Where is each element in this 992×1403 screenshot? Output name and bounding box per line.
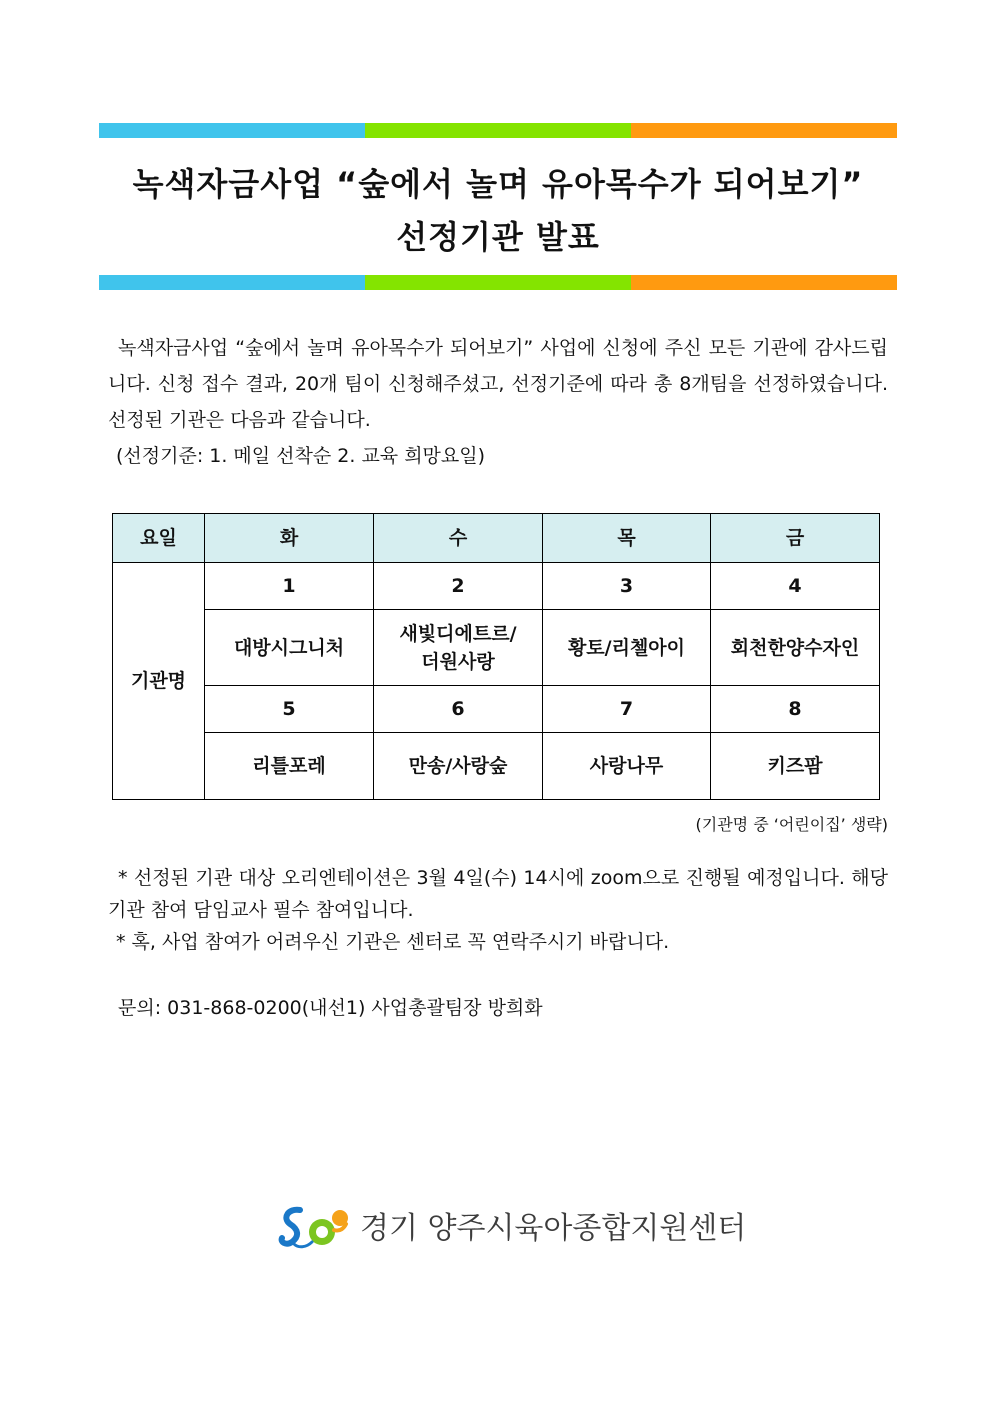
center-logo-icon <box>278 1198 358 1252</box>
institution-name: 리틀포레 <box>205 733 374 800</box>
institution-name: 사랑나무 <box>543 733 711 800</box>
table-row <box>113 610 880 686</box>
table-header-row <box>113 514 880 563</box>
bar-segment-orange <box>631 123 897 138</box>
header-cell-thu: 목 <box>543 514 711 563</box>
institution-name: 키즈팜 <box>711 733 880 800</box>
selection-table <box>112 513 880 800</box>
table-note: (기관명 중 ‘어린이집’ 생략) <box>695 815 888 834</box>
page-title: 녹색자금사업 “숲에서 놀며 유아목수가 되어보기” <box>132 165 864 203</box>
header-cell-fri: 금 <box>711 514 880 563</box>
bar-segment-green <box>365 123 631 138</box>
table-row <box>113 733 880 800</box>
header-cell-day: 요일 <box>113 514 205 563</box>
contact-info: 문의: 031-868-0200(내선1) 사업총괄팀장 방희화 <box>118 997 543 1019</box>
orientation-notice: * 선정된 기관 대상 오리엔테이션은 3월 4일(수) 14시에 zoom으로 진행될 예정입니다. 해당 기관 참여 담임교사 필수 참여입니다. <box>108 867 888 921</box>
bar-segment-green <box>365 275 631 290</box>
team-number: 3 <box>543 563 711 610</box>
team-number: 7 <box>543 686 711 733</box>
team-number: 1 <box>205 563 374 610</box>
contact-request-notice: * 혹, 사업 참여가 어려우신 기관은 센터로 꼭 연락주시기 바랍니다. <box>116 931 670 953</box>
row-label-institution: 기관명 <box>113 563 205 800</box>
table-row <box>113 686 880 733</box>
table-row <box>113 563 880 610</box>
header-cell-wed: 수 <box>374 514 543 563</box>
team-number: 4 <box>711 563 880 610</box>
institution-name: 대방시그니처 <box>205 610 374 686</box>
institution-name: 새빛디에트르/ 더원사랑 <box>374 610 543 686</box>
team-number: 2 <box>374 563 543 610</box>
institution-name: 회천한양수자인 <box>711 610 880 686</box>
center-logo <box>278 1198 746 1252</box>
bar-segment-blue <box>99 275 365 290</box>
team-number: 5 <box>205 686 374 733</box>
top-color-bar <box>99 123 897 138</box>
center-logo-text: 경기 양주시육아종합지원센터 <box>360 1211 747 1246</box>
team-number: 6 <box>374 686 543 733</box>
bar-segment-blue <box>99 123 365 138</box>
institution-name: 만송/사랑숲 <box>374 733 543 800</box>
bar-segment-orange <box>631 275 897 290</box>
intro-paragraph: 녹색자금사업 “숲에서 놀며 유아목수가 되어보기” 사업에 신청에 주신 모든 기관에 감사드립니다. 신청 접수 결과, 20개 팀이 신청해주셨고, 선정기준에 따라 총 8개팀을 선정하였습니다. 선정된 기관은 다음과 같습니다. <box>108 337 888 431</box>
team-number: 8 <box>711 686 880 733</box>
page-subtitle: 선정기관 발표 <box>396 218 600 256</box>
institution-name: 황토/리첼아이 <box>543 610 711 686</box>
bottom-color-bar <box>99 275 897 290</box>
selection-criteria: (선정기준: 1. 메일 선착순 2. 교육 희망요일) <box>116 445 486 467</box>
header-cell-tue: 화 <box>205 514 374 563</box>
